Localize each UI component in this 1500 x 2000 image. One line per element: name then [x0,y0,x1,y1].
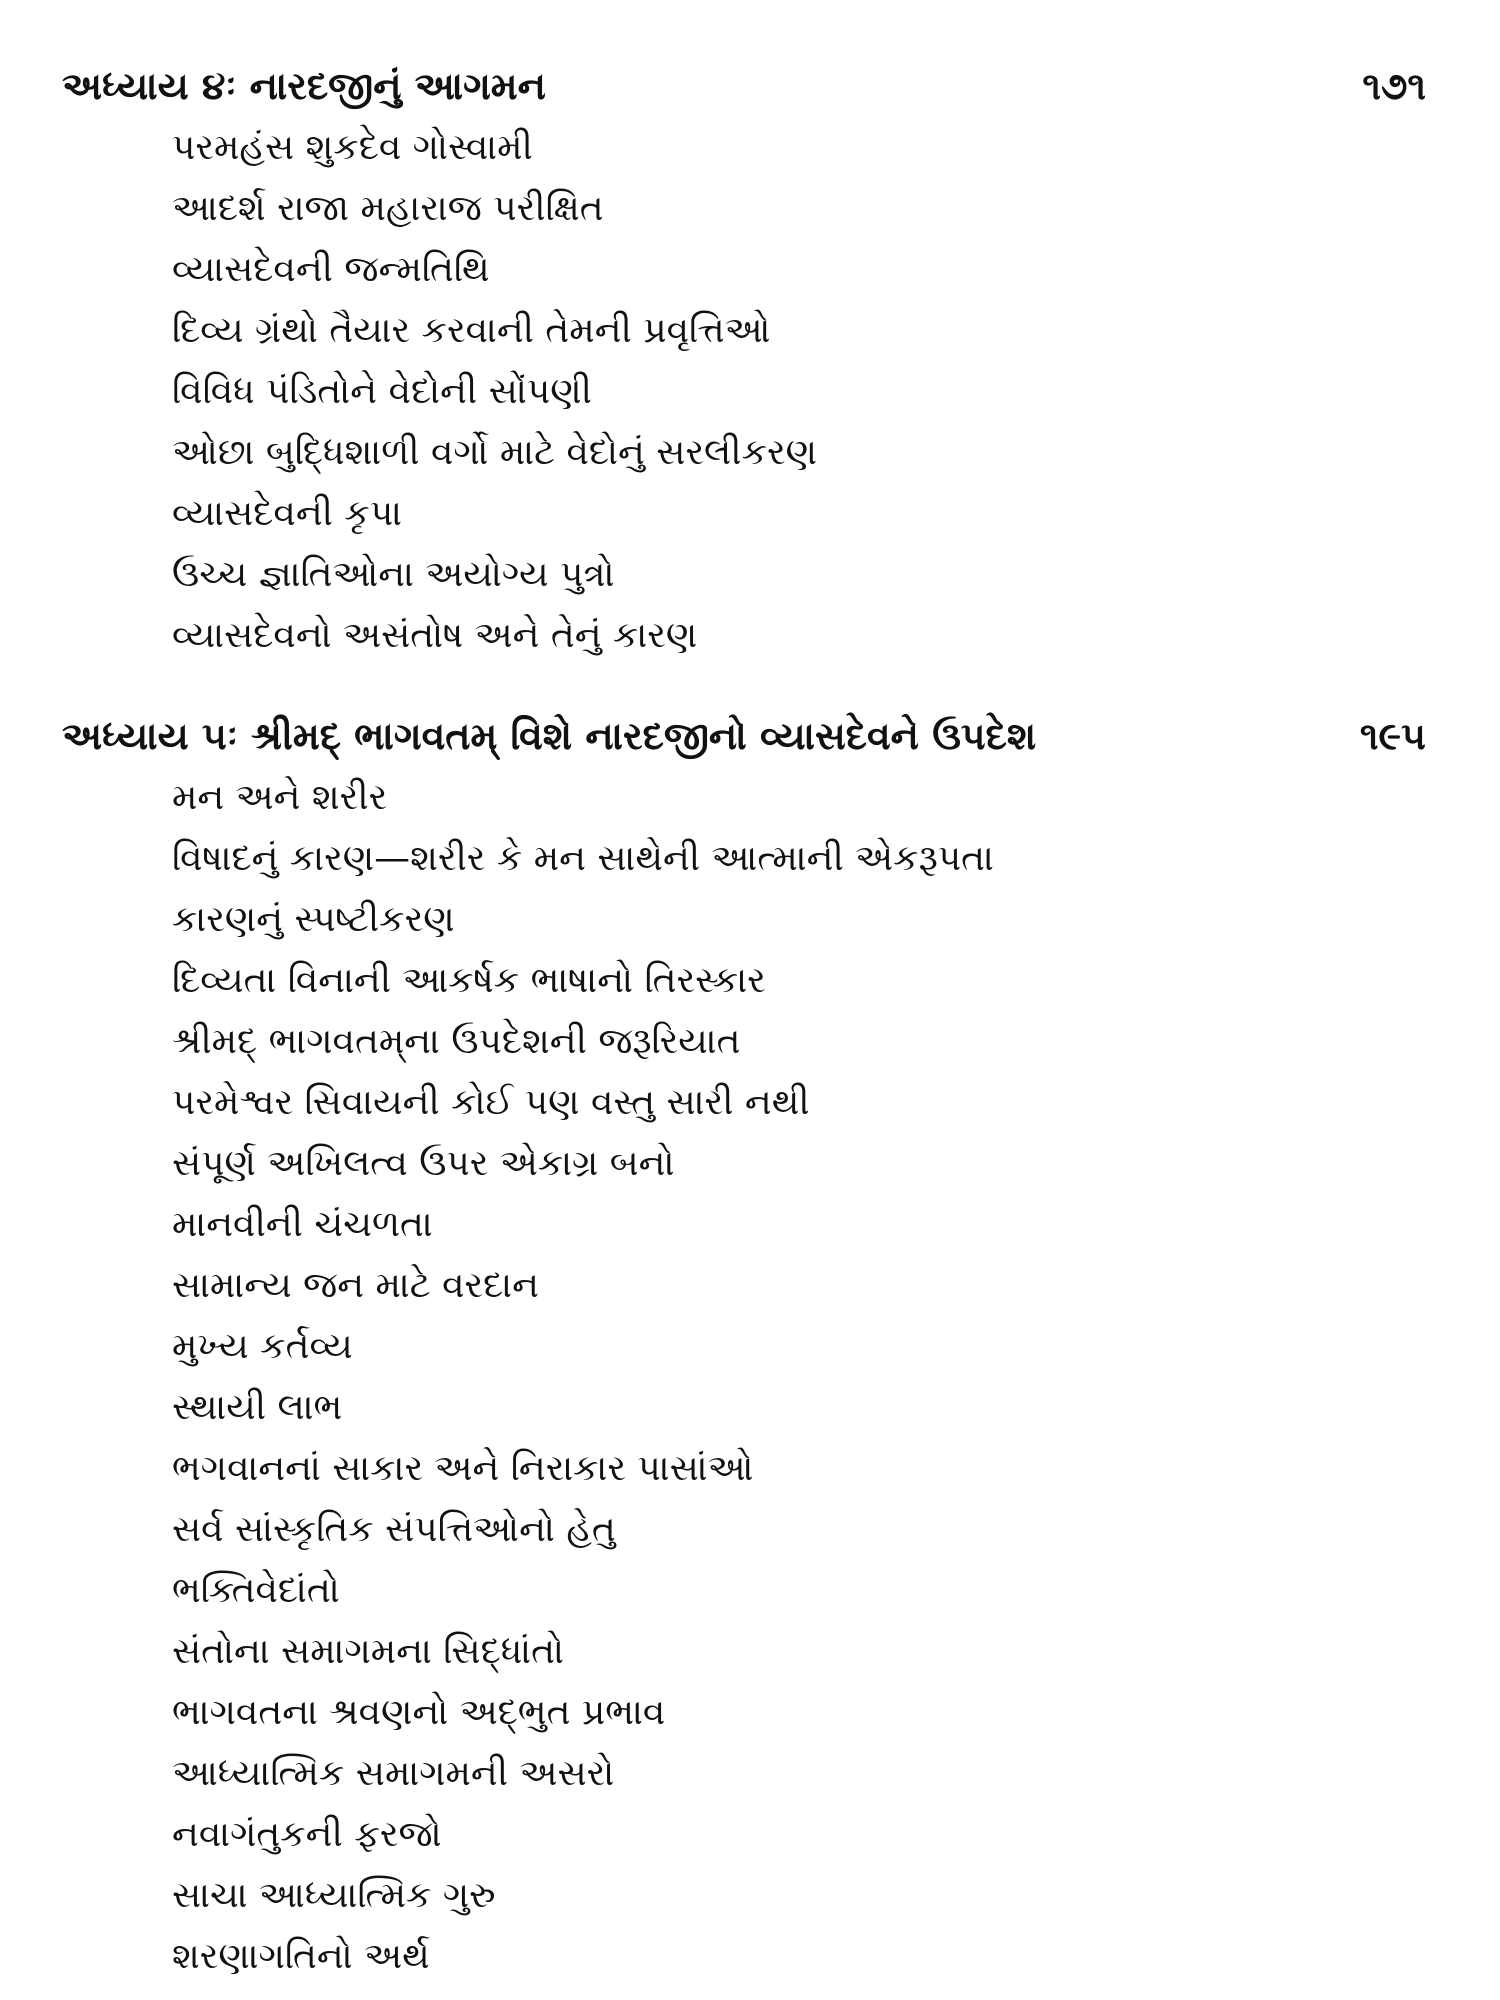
topic-item: મન અને શરીર [172,777,388,818]
chapter-title: અધ્યાય ૪ઃ નારદજીનું આગમન [62,64,546,108]
topic-item: વ્યાસદેવનો અસંતોષ અને તેનું કારણ [172,615,698,656]
topic-item: માનવીની ચંચળતા [172,1204,433,1245]
topic-item: શરણાગતિનો અર્થ [172,1936,430,1977]
topic-item: ઓછા બુદ્ધિશાળી વર્ગો માટે વેદોનું સરલીકરણ [172,432,817,473]
topic-item: સ્થાયી લાભ [172,1387,343,1428]
topic-list [0,117,1500,666]
chapter-section [0,705,1500,1987]
topic-list [0,767,1500,1987]
topic-item: સંતોના સમાગમના સિદ્ધાંતો [172,1631,564,1672]
chapter-section [0,55,1500,666]
topic-item: વિવિધ પંડિતોને વેદોની સોંપણી [172,371,592,412]
topic-item: વિષાદનું કારણ—શરીર કે મન સાથેની આત્માની એકરૂપતા [172,838,994,879]
topic-item: દિવ્ય ગ્રંથો તૈયાર કરવાની તેમની પ્રવૃત્તિઓ [172,310,771,351]
topic-item: વ્યાસદેવની જન્મતિથિ [172,249,490,290]
topic-item: મુખ્ય કર્તવ્ય [172,1326,353,1367]
topic-item: પરમેશ્વર સિવાયની કોઈ પણ વસ્તુ સારી નથી [172,1082,810,1123]
topic-item: સામાન્ય જન માટે વરદાન [172,1265,539,1306]
topic-item: ભગવાનનાં સાકાર અને નિરાકાર પાસાંઓ [172,1448,754,1489]
chapter-heading [62,705,1426,767]
topic-item: શ્રીમદ્ ભાગવતમ્‌ના ઉપદેશની જરૂરિયાત [172,1021,741,1062]
chapter-title: અધ્યાય ૫ઃ શ્રીમદ્ ભાગવતમ્ વિશે નારદજીનો વ્યાસદેવને ઉપદેશ [62,714,1037,758]
topic-item: આદર્શ રાજા મહારાજ પરીક્ષિત [172,188,604,229]
chapter-page-number: ૧૯૫ [1359,714,1426,758]
topic-item: નવાગંતુકની ફરજો [172,1814,442,1855]
topic-item: વ્યાસદેવની કૃપા [172,493,402,534]
topic-item: દિવ્યતા વિનાની આકર્ષક ભાષાનો તિરસ્કાર [172,960,766,1001]
topic-item: સંપૂર્ણ અખિલત્વ ઉપર એકાગ્ર બનો [172,1143,675,1184]
topic-item: સર્વ સાંસ્કૃતિક સંપત્તિઓનો હેતુ [172,1509,616,1550]
topic-item: પરમહંસ શુકદેવ ગોસ્વામી [172,127,533,168]
topic-item: ભક્તિવેદાંતો [172,1570,340,1611]
topic-item: કારણનું સ્પષ્ટીકરણ [172,899,455,940]
topic-item: ભાગવતના શ્રવણનો અદ્ભુત પ્રભાવ [172,1692,666,1733]
chapter-page-number: ૧૭૧ [1362,64,1426,108]
topic-item: આધ્યાત્મિક સમાગમની અસરો [172,1753,615,1794]
topic-item: ઉચ્ચ જ્ઞાતિઓના અયોગ્ય પુત્રો [172,554,615,595]
topic-item: સાચા આધ્યાત્મિક ગુરુ [172,1875,496,1916]
chapter-heading [62,55,1426,117]
